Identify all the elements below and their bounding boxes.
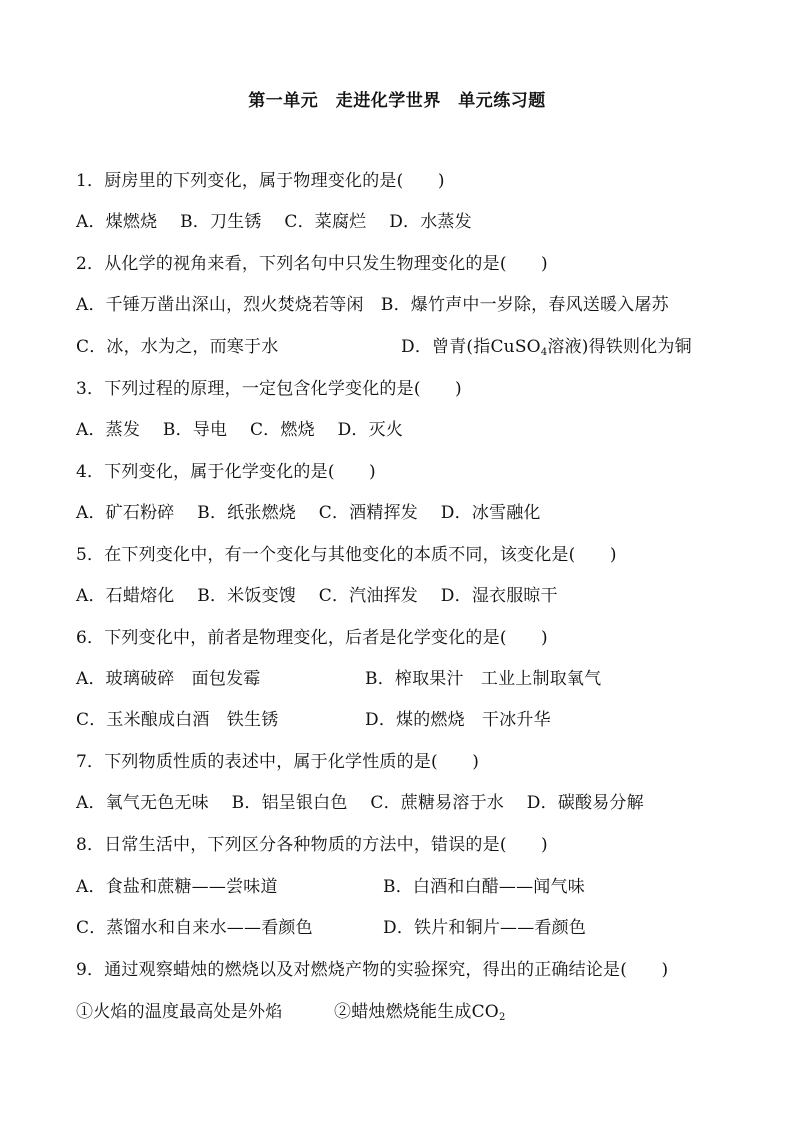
question-2-option-c: C．冰，水为之，而寒于水	[76, 337, 279, 357]
question-3-stem: 3．下列过程的原理，一定包含化学变化的是( )	[76, 379, 462, 399]
question-8-option-c: C．蒸馏水和自来水——看颜色	[76, 918, 313, 938]
question-2-stem: 2．从化学的视角来看，下列名句中只发生物理变化的是( )	[76, 254, 548, 274]
question-2-option-d: D．曾青(指CuSO$_4$溶液)得铁则化为铜	[401, 337, 692, 358]
question-4-options: A．矿石粉碎 B．纸张燃烧 C．酒精挥发 D．冰雪融化	[76, 503, 541, 523]
question-8-option-a: A．食盐和蔗糖——尝味道	[76, 877, 278, 897]
question-5-stem: 5．在下列变化中，有一个变化与其他变化的本质不同，该变化是( )	[76, 545, 617, 565]
question-6-option-d: D．煤的燃烧 干冰升华	[365, 710, 551, 730]
question-9-statement-1: ①火焰的温度最高处是外焰	[76, 1002, 283, 1022]
question-4-stem: 4．下列变化，属于化学变化的是( )	[76, 462, 376, 482]
question-6-option-b: B．榨取果汁 工业上制取氧气	[365, 669, 602, 689]
question-6-stem: 6．下列变化中，前者是物理变化，后者是化学变化的是( )	[76, 628, 548, 648]
question-8-option-b: B．白酒和白醋——闻气味	[383, 877, 585, 897]
question-1-options: A．煤燃烧 B．刀生锈 C．菜腐烂 D．水蒸发	[76, 212, 472, 232]
question-7-stem: 7．下列物质性质的表述中，属于化学性质的是( )	[76, 752, 480, 772]
question-9-stem: 9．通过观察蜡烛的燃烧以及对燃烧产物的实验探究，得出的正确结论是( )	[76, 960, 669, 980]
question-2-options-ab: A．千锤万凿出深山，烈火焚烧若等闲 B．爆竹声中一岁除，春风送暖入屠苏	[76, 295, 669, 315]
question-8-option-d: D．铁片和铜片——看颜色	[383, 918, 587, 938]
question-6-option-c: C．玉米酿成白酒 铁生锈	[76, 710, 279, 730]
question-6-option-a: A．玻璃破碎 面包发霉	[76, 669, 261, 689]
question-1-stem: 1．厨房里的下列变化，属于物理变化的是( )	[76, 171, 445, 191]
question-9-statement-2: ②蜡烛燃烧能生成$CO_2$	[334, 1002, 506, 1023]
page-title: 第一单元 走进化学世界 单元练习题	[248, 91, 546, 111]
question-7-options: A．氧气无色无味 B．铝呈银白色 C．蔗糖易溶于水 D．碳酸易分解	[76, 793, 644, 813]
question-3-options: A．蒸发 B．导电 C．燃烧 D．灭火	[76, 420, 404, 440]
question-5-options: A．石蜡熔化 B．米饭变馊 C．汽油挥发 D．湿衣服晾干	[76, 586, 558, 606]
question-8-stem: 8．日常生活中，下列区分各种物质的方法中，错误的是( )	[76, 835, 548, 855]
